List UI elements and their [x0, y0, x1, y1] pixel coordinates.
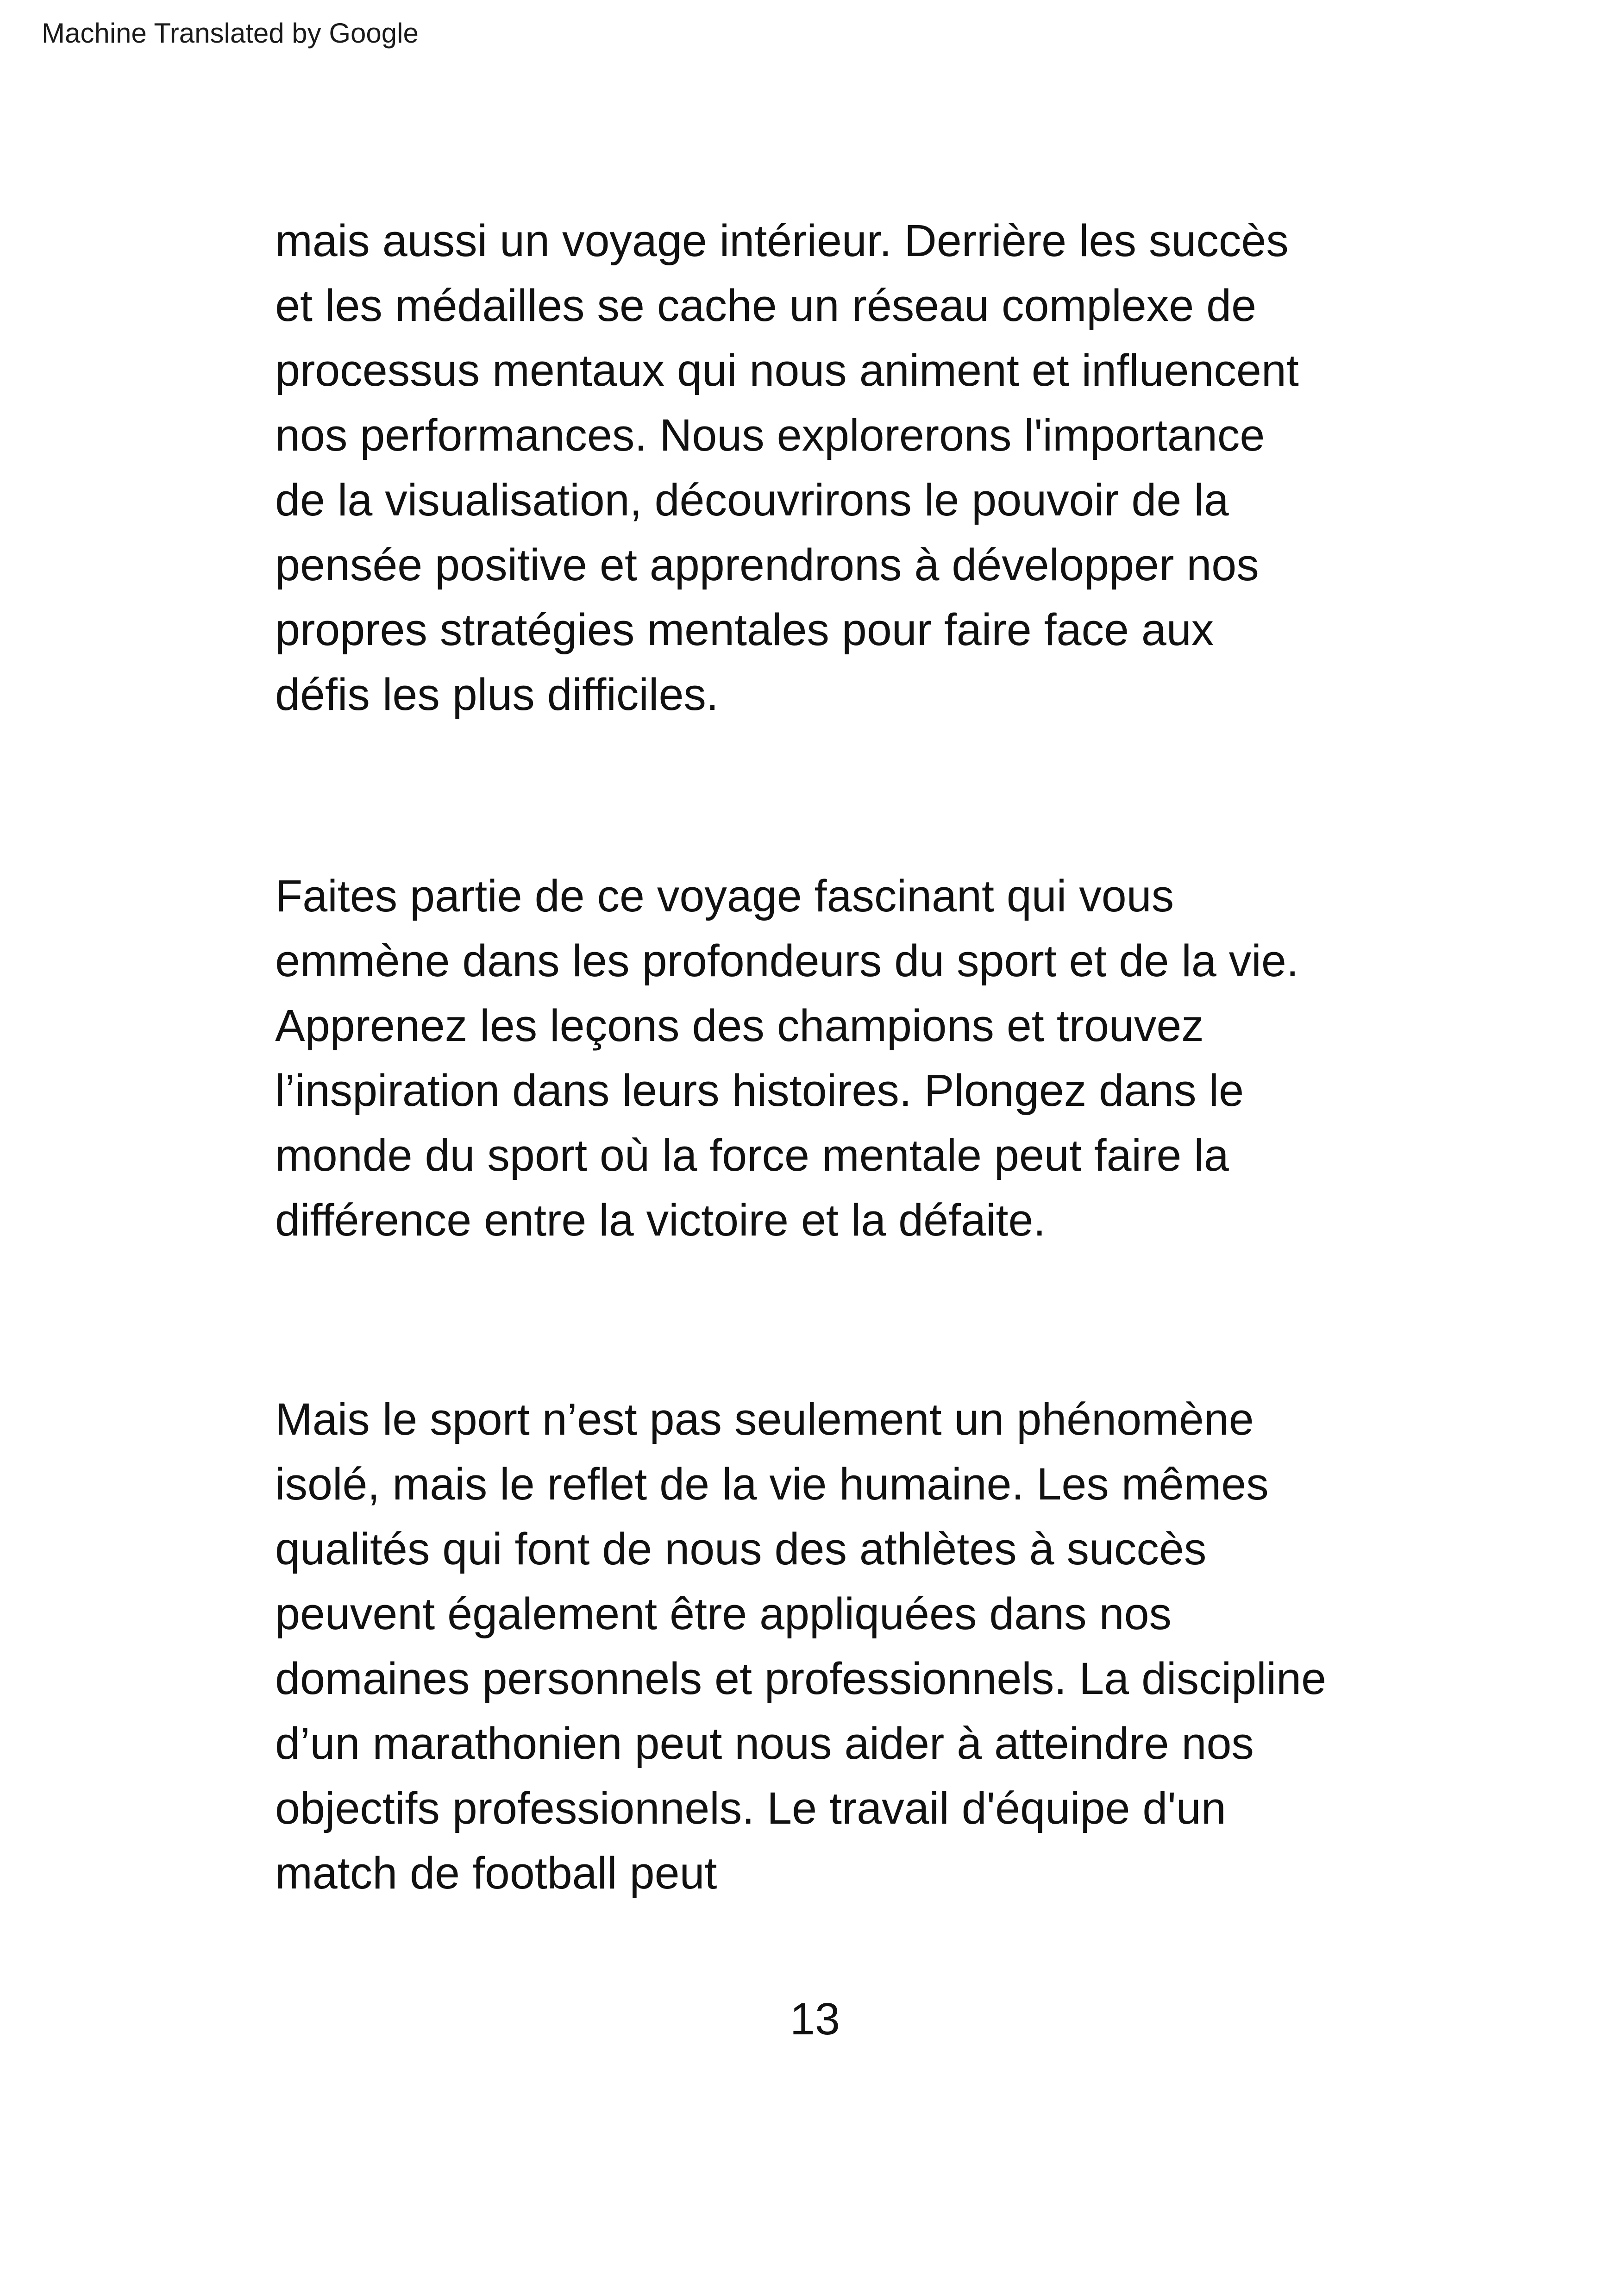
text-line: différence entre la victoire et la défaite.	[275, 1195, 1046, 1245]
text-line: processus mentaux qui nous animent et influencent	[275, 345, 1299, 395]
text-line: objectifs professionnels. Le travail d'équipe d'un	[275, 1783, 1226, 1833]
paragraph-2	[275, 864, 1396, 1253]
text-line: d’un marathonien peut nous aider à atteindre nos	[275, 1718, 1254, 1769]
text-line: match de football peut	[275, 1848, 717, 1898]
text-line: Faites partie de ce voyage fascinant qui vous	[275, 871, 1174, 921]
page-number: 13	[790, 1994, 840, 2044]
text-line: emmène dans les profondeurs du sport et de la vie.	[275, 935, 1299, 986]
text-line: peuvent également être appliquées dans nos	[275, 1588, 1172, 1639]
text-line: propres stratégies mentales pour faire face aux	[275, 604, 1214, 655]
text-line: domaines personnels et professionnels. La discipline	[275, 1653, 1327, 1704]
text-line: Mais le sport n’est pas seulement un phénomène	[275, 1394, 1254, 1444]
text-line: isolé, mais le reflet de la vie humaine. Les mêmes	[275, 1459, 1269, 1509]
text-line: pensée positive et apprendrons à développer nos	[275, 539, 1259, 590]
text-line: défis les plus difficiles.	[275, 669, 719, 720]
machine-translation-banner: Machine Translated by Google	[42, 18, 419, 49]
text-line: monde du sport où la force mentale peut faire la	[275, 1130, 1229, 1180]
paragraph-3	[275, 1387, 1396, 1906]
text-line: Apprenez les leçons des champions et trouvez	[275, 1000, 1204, 1051]
text-line: et les médailles se cache un réseau complexe de	[275, 280, 1257, 331]
text-line: de la visualisation, découvrirons le pouvoir de la	[275, 475, 1229, 525]
text-line: l’inspiration dans leurs histoires. Plongez dans le	[275, 1065, 1244, 1116]
text-line: mais aussi un voyage intérieur. Derrière les succès	[275, 215, 1289, 266]
text-line: qualités qui font de nous des athlètes à succès	[275, 1524, 1207, 1574]
paragraph-1	[275, 208, 1396, 727]
text-line: nos performances. Nous explorerons l'importance	[275, 410, 1265, 460]
